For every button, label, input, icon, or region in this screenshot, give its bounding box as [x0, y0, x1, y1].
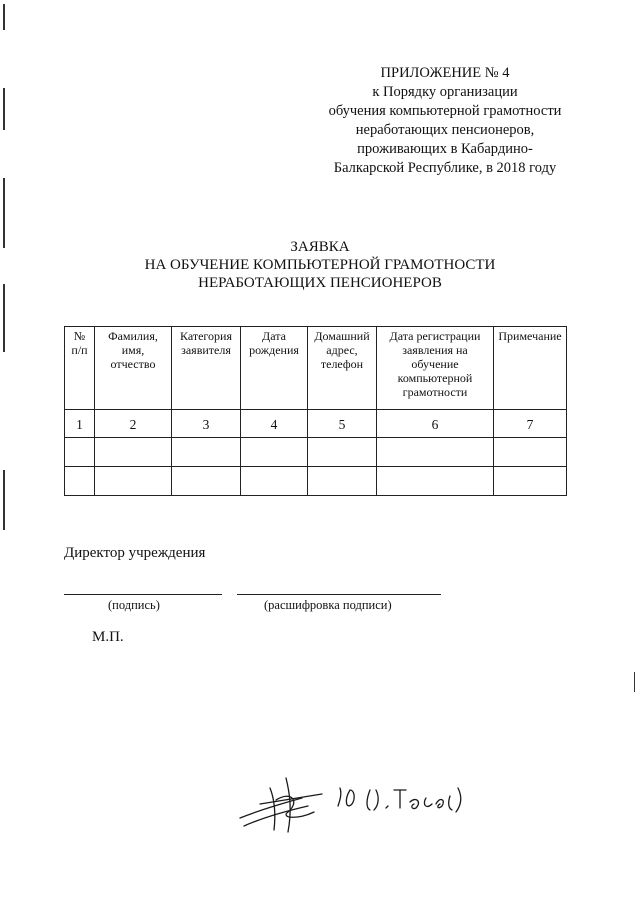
annex-line: Балкарской Республике, в 2018 году: [333, 160, 557, 176]
scan-edge-mark: [3, 88, 5, 130]
annex-line: обучения компьютерной грамотности: [328, 103, 562, 119]
table-row: [65, 467, 567, 496]
empty-cell: [65, 467, 95, 496]
annex-line: неработающих пенсионеров,: [355, 122, 535, 138]
table-header-row: [65, 327, 567, 410]
decode-caption: (расшифровка подписи): [264, 598, 392, 612]
empty-cell: [95, 438, 172, 467]
handwritten-signature: [230, 760, 470, 840]
empty-cell: [308, 438, 377, 467]
table-number-row: [65, 410, 567, 438]
annex-line: ПРИЛОЖЕНИЕ № 4: [380, 65, 510, 81]
column-number-cell: 1: [65, 410, 95, 438]
scan-edge-mark: [3, 470, 5, 530]
empty-cell: [308, 467, 377, 496]
empty-cell: [65, 438, 95, 467]
empty-cell: [172, 438, 241, 467]
stamp-placeholder: М.П.: [92, 629, 124, 645]
col-header-category: Категория заявителя: [172, 327, 241, 410]
empty-cell: [494, 438, 567, 467]
col-header-address-phone: Домашний адрес, телефон: [308, 327, 377, 410]
scan-edge-mark: [3, 284, 5, 352]
empty-cell: [172, 467, 241, 496]
column-number-cell: 4: [241, 410, 308, 438]
col-header-birth-date: Дата рождения: [241, 327, 308, 410]
empty-cell: [241, 467, 308, 496]
empty-cell: [241, 438, 308, 467]
annex-header: [310, 64, 580, 178]
signature-line: [64, 594, 222, 595]
scan-edge-mark: [634, 672, 635, 692]
col-header-note: Примечание: [494, 327, 567, 410]
scan-edge-mark: [3, 178, 5, 248]
empty-cell: [377, 438, 494, 467]
director-label: Директор учреждения: [64, 545, 206, 561]
title-line: НА ОБУЧЕНИЕ КОМПЬЮТЕРНОЙ ГРАМОТНОСТИ: [144, 257, 496, 273]
column-number-cell: 6: [377, 410, 494, 438]
col-header-full-name: Фамилия, имя, отчество: [95, 327, 172, 410]
col-header-number: № п/п: [65, 327, 95, 410]
column-number-cell: 7: [494, 410, 567, 438]
col-header-registration-date: Дата регистрации заявления на обучение компьютерной грамотности: [377, 327, 494, 410]
table-row: [65, 438, 567, 467]
signature-caption: (подпись): [108, 598, 160, 612]
empty-cell: [494, 467, 567, 496]
annex-line: проживающих в Кабардино-: [357, 141, 533, 157]
column-number-cell: 5: [308, 410, 377, 438]
column-number-cell: 3: [172, 410, 241, 438]
empty-cell: [377, 467, 494, 496]
title-line: ЗАЯВКА: [290, 239, 350, 255]
column-number-cell: 2: [95, 410, 172, 438]
document-title: [120, 238, 520, 292]
decode-line: [237, 594, 441, 595]
scan-edge-mark: [3, 4, 5, 30]
empty-cell: [95, 467, 172, 496]
annex-line: к Порядку организации: [372, 84, 518, 100]
title-line: НЕРАБОТАЮЩИХ ПЕНСИОНЕРОВ: [198, 275, 442, 291]
application-table: [64, 326, 567, 496]
